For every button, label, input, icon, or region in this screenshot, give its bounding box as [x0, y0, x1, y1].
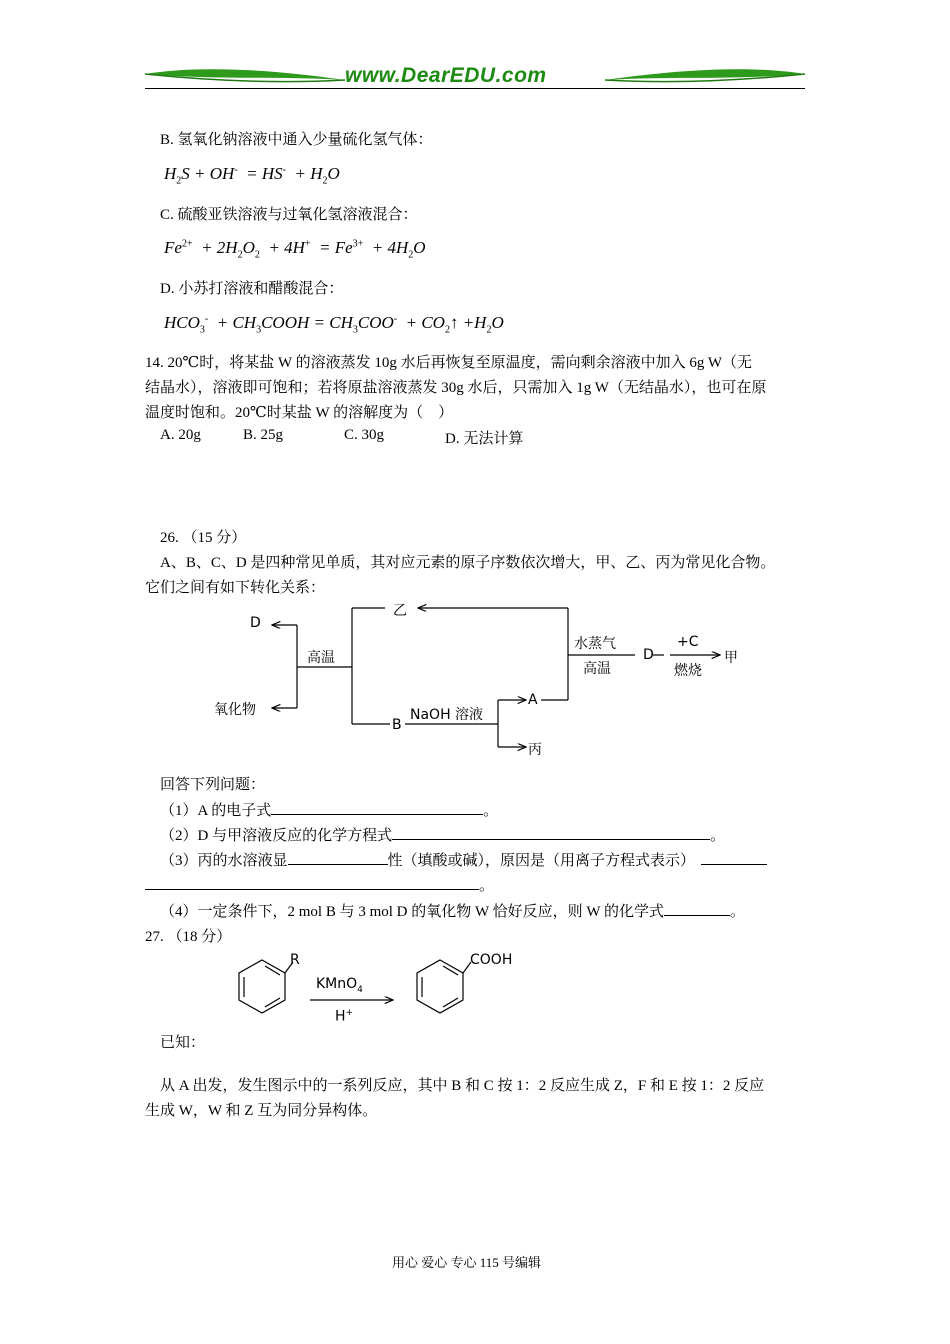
site-logo-text: www.DearEDU.com — [345, 64, 547, 87]
q26-part-3-text-2: 性（填酸或碱），原因是（用离子方程式表示） — [387, 853, 696, 869]
header-rule — [145, 88, 805, 89]
diagram-label-plus-c: +C — [677, 634, 699, 650]
q13-option-c: C. 硫酸亚铁溶液与过氧化氢溶液混合： — [160, 207, 418, 223]
header-leaf-left — [143, 66, 348, 88]
diagram-node-jia: 甲 — [724, 650, 738, 666]
diagram-label-gaowen-left: 高温 — [307, 650, 335, 666]
q14-option-c: C. 30g — [344, 427, 385, 443]
q26-part-3-blank-nature[interactable] — [288, 851, 388, 865]
q14-option-a: A. 20g — [160, 427, 201, 443]
q26-part-4-blank[interactable] — [664, 902, 730, 916]
q26-title: 26. （15 分） — [160, 530, 247, 546]
diagram-node-oxide: 氧化物 — [214, 702, 256, 718]
footer-text: 用心 爱心 专心 115 号编辑 — [392, 1255, 542, 1270]
q26-part-3 — [160, 849, 767, 870]
q26-part-1-end: 。 — [483, 803, 499, 819]
q26-intro-1: A、B、C、D 是四种常见单质，其对应元素的原子序数依次增大，甲、乙、丙为常见化合物。 — [160, 555, 776, 571]
q13-equation-b: $H_2S + OH^- = HS^- + H_2O$ — [164, 164, 340, 187]
q27-known-label: 已知： — [160, 1035, 206, 1051]
q14-line-3: 温度时饱和。20℃时某盐 W 的溶解度为（ ） — [145, 405, 454, 421]
diagram-label-burn: 燃烧 — [674, 663, 702, 679]
q26-answer-prompt: 回答下列问题： — [160, 777, 266, 793]
q26-part-2-text: （2）D 与甲溶液反应的化学方程式 — [160, 828, 393, 844]
diagram-node-d-right: D — [643, 647, 654, 663]
q26-intro-2: 它们之间有如下转化关系： — [145, 580, 326, 596]
diagram-node-a: A — [528, 692, 538, 708]
q14-line-1: 14. 20℃时，将某盐 W 的溶液蒸发 10g 水后再恢复至原温度，需向剩余溶液中加入 6g W（无 — [145, 355, 753, 371]
diagram-node-d-left: D — [250, 615, 261, 631]
q27-substituent-cooh: COOH — [470, 952, 513, 968]
diagram-label-naoh: NaOH 溶液 — [410, 707, 484, 723]
header-leaf-right — [602, 66, 807, 88]
diagram-node-bing: 丙 — [528, 742, 542, 758]
q13-equation-d: $HCO_3^-$ + $CH_3COOH = CH_3COO^-$ + $CO_2↑ +H_2O$ — [164, 313, 504, 336]
diagram-node-b: B — [392, 717, 402, 733]
q27-substituent-r: R — [290, 952, 300, 968]
q26-part-2 — [160, 824, 725, 845]
q14-option-b: B. 25g — [243, 427, 284, 443]
q14-option-d: D. 无法计算 — [445, 431, 524, 447]
q26-part-2-end: 。 — [710, 828, 726, 844]
q27-reagent-kmno4: KMnO$_4$ — [316, 976, 363, 995]
q26-part-3-continuation — [145, 874, 494, 895]
q26-part-4-end: 。 — [730, 904, 746, 920]
q26-part-3-text: （3）丙的水溶液显 — [160, 853, 288, 869]
q13-option-b: B. 氢氧化钠溶液中通入少量硫化氢气体： — [160, 132, 433, 148]
q27-description-2: 生成 W，W 和 Z 互为同分异构体。 — [145, 1103, 378, 1119]
q26-part-3-blank-equation[interactable] — [701, 851, 767, 865]
q26-part-3-blank-equation-cont[interactable] — [145, 876, 479, 890]
q27-title: 27. （18 分） — [145, 929, 232, 945]
q26-part-4 — [160, 900, 745, 921]
q27-description-1: 从 A 出发，发生图示中的一系列反应，其中 B 和 C 按 1：2 反应生成 Z，F 和 E 按 1：2 反应 — [160, 1078, 765, 1094]
q26-part-1-text: （1）A 的电子式 — [160, 803, 272, 819]
q26-part-4-text: （4）一定条件下，2 mol B 与 3 mol D 的氧化物 W 恰好反应，则 W 的化学式 — [160, 904, 665, 920]
q26-part-3-end: 。 — [479, 878, 495, 894]
q26-part-1 — [160, 799, 498, 820]
diagram-label-water-vapor: 水蒸气 — [574, 636, 616, 652]
q13-option-d: D. 小苏打溶液和醋酸混合： — [160, 281, 344, 297]
q26-conversion-diagram — [200, 600, 760, 765]
q27-reagent-h-plus: H+ — [335, 1008, 354, 1025]
diagram-label-gaowen-right: 高温 — [583, 661, 611, 677]
q26-part-2-blank[interactable] — [392, 826, 710, 840]
q26-part-1-blank[interactable] — [271, 801, 483, 815]
q14-line-2: 结晶水），溶液即可饱和；若将原盐溶液蒸发 30g 水后，只需加入 1g W（无结晶水），也可在原 — [145, 380, 767, 396]
diagram-node-yi: 乙 — [393, 603, 407, 619]
q13-equation-c: $Fe^{2+} + 2H_2O_2 + 4H^+ = Fe^{3+} + 4H_2O$ — [164, 238, 426, 261]
